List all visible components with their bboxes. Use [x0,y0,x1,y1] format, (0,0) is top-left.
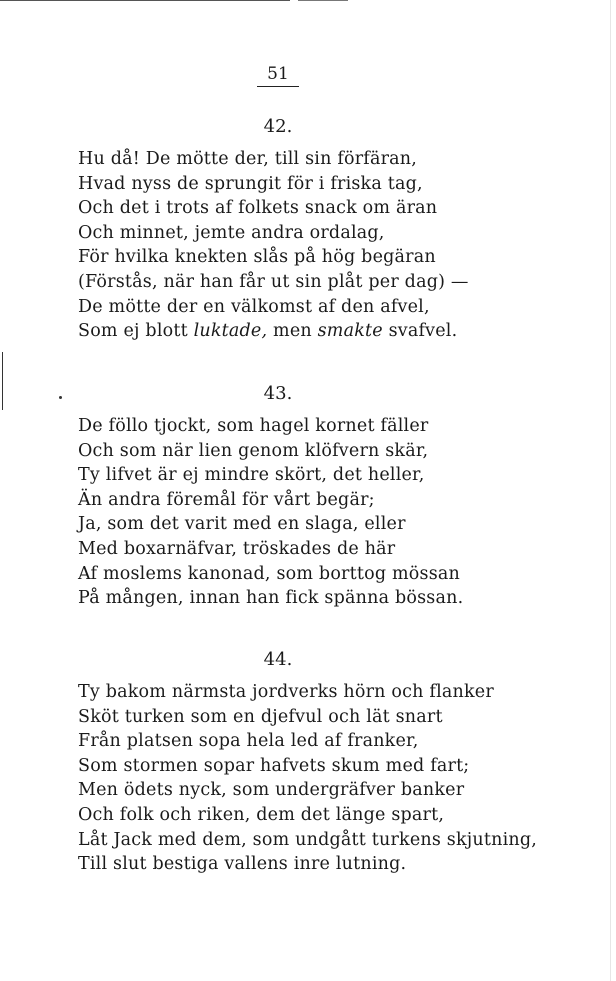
stanza-44 [78,680,548,877]
verse-line: Af moslems kanonad, som borttog mössan [78,563,460,584]
stanza-number-44: 44. [263,649,293,670]
page-number-text: 51 [257,63,299,87]
italic-word: luktade, [193,321,268,342]
verse-line: (Förstås, när han får ut sin plåt per dag) — [78,271,469,292]
verse-line: För hvilka knekten slås på hög begäran [78,247,436,268]
italic-word: smakte [317,321,383,342]
top-rule-fragment [298,0,348,1]
verse-line: Hu då! De mötte der, till sin förfäran, [78,149,418,169]
verse-line: Och minnet, jemte andra ordalag, [78,222,385,243]
verse-line: Låt Jack med dem, som undgått turkens skjutning, [78,829,538,850]
verse-line: Ty bakom närmsta jordverks hörn och flanker [78,682,494,702]
verse-text: svafvel. [382,321,458,342]
top-rule [0,0,290,1]
verse-text: men [267,321,318,342]
verse-line: Än andra föremål för vårt begär; [78,489,375,510]
verse-line: Ja, som det varit med en slaga, eller [78,514,406,535]
verse-line: De mötte der en välkomst af den afvel, [78,296,430,317]
verse-line: Sköt turken som en djefvul och lät snart [78,706,443,727]
verse-line: På mången, innan han fick spänna bössan. [78,588,464,609]
verse-line: Och det i trots af folkets snack om äran [78,198,438,219]
stanza-number-43: 43. [263,383,293,404]
verse-line: Från platsen sopa hela led af franker, [78,731,419,752]
verse-line: Men ödets nyck, som undergräfver banker [78,780,465,801]
verse-line: Ty lifvet är ej mindre skört, det heller, [78,465,425,486]
verse-line: De föllo tjockt, som hagel kornet fäller [78,416,429,436]
verse-line: Hvad nyss de sprungit för i friska tag, [78,173,423,194]
verse-line: Som stormen sopar hafvets skum med fart; [78,755,470,776]
verse-line-mixed [78,319,548,344]
verse-line: Till slut bestiga vallens inre lutning. [78,854,407,875]
page-number [0,63,556,87]
verse-line: Med boxarnäfvar, tröskades de här [78,538,396,559]
verse-line: Och folk och riken, dem det länge spart, [78,804,445,825]
stanza-number-42: 42. [263,116,293,137]
stanza-42 [78,147,548,344]
verse-line: Och som när lien genom klöfvern skär, [78,440,429,461]
page-edge [610,0,611,981]
stanza-43 [78,414,548,611]
verse-text: Som ej blott [78,321,194,342]
